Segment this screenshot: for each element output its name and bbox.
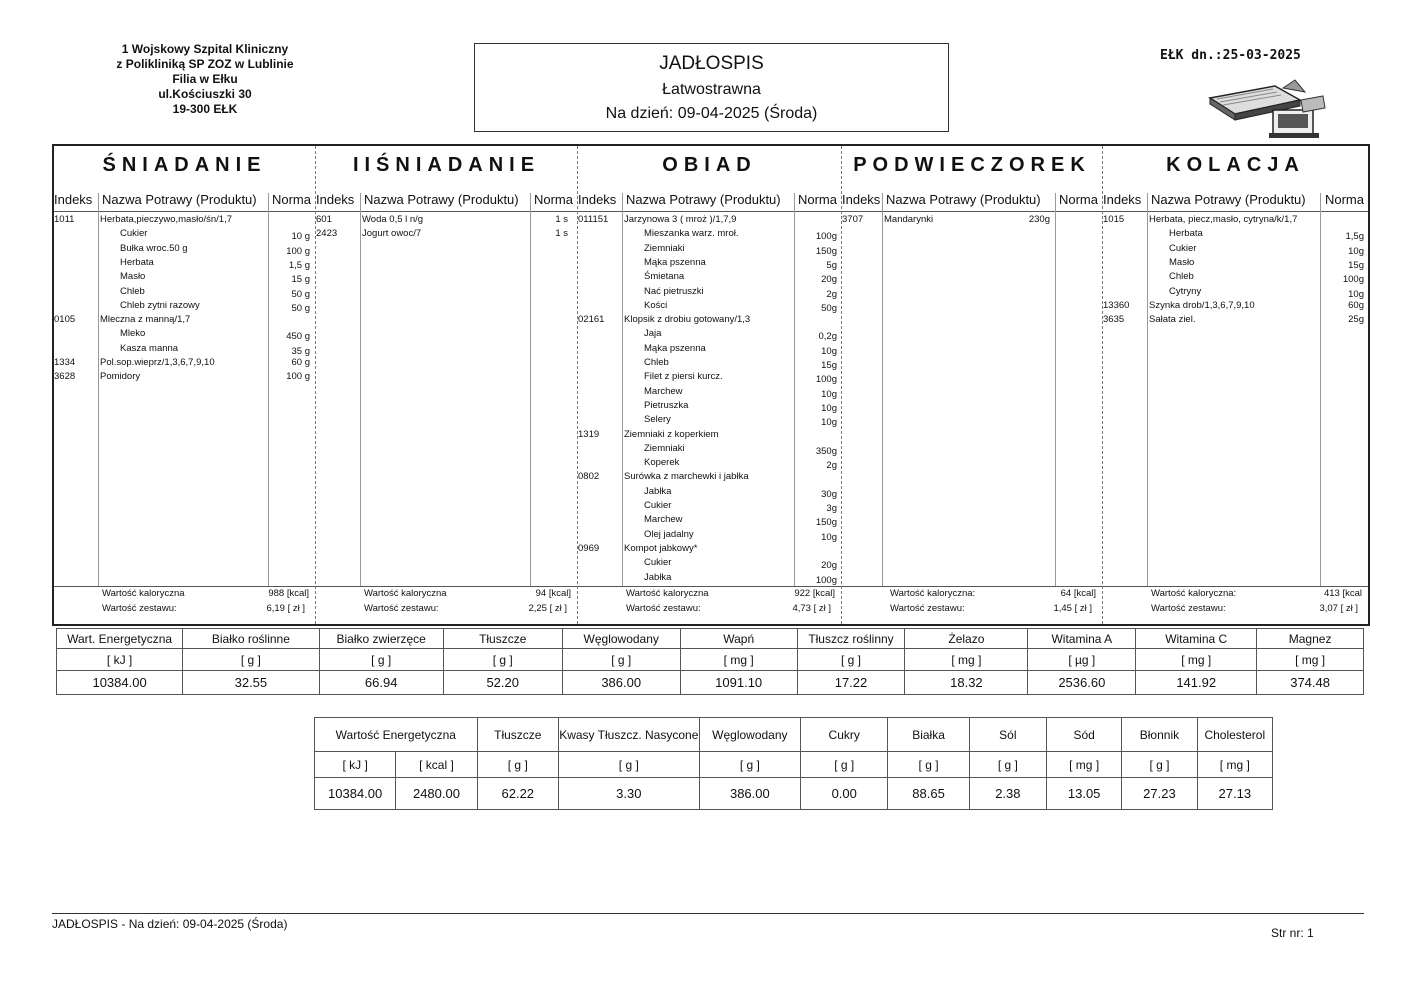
nutrient-value: 374.48 bbox=[1257, 671, 1364, 695]
row-dish-name: Kasza manna bbox=[120, 342, 179, 354]
nutrient-value: 52.20 bbox=[443, 671, 562, 695]
nutrient-value: 10384.00 bbox=[57, 671, 183, 695]
row-dish-name: Filet z piersi kurcz. bbox=[644, 371, 723, 383]
summary-header: Sól bbox=[969, 718, 1046, 752]
row-indeks: 13360 bbox=[1103, 299, 1130, 311]
row-norma: 35 g bbox=[291, 345, 310, 357]
row-dish-name: Ziemniaki bbox=[644, 442, 685, 454]
nutrient-value: 18.32 bbox=[905, 671, 1028, 695]
row-norma: 100g bbox=[815, 374, 837, 386]
row-dish-name: Mleczna z manną/1,7 bbox=[100, 314, 191, 326]
row-dish-name: Koperek bbox=[644, 457, 680, 469]
summary-value: 13.05 bbox=[1047, 778, 1122, 810]
footer-divider bbox=[52, 913, 1364, 914]
row-norma: 10g bbox=[821, 417, 837, 429]
row-indeks: 3628 bbox=[54, 371, 76, 383]
hospital-line: 19-300 EŁK bbox=[172, 102, 238, 116]
summary-unit: [ g ] bbox=[699, 752, 800, 778]
meal-title: PODWIECZOREK bbox=[853, 154, 1091, 176]
summary-value: 27.13 bbox=[1197, 778, 1272, 810]
row-dish-name: Klopsik z drobiu gotowany/1,3 bbox=[624, 314, 751, 326]
row-norma: 230g bbox=[1028, 214, 1050, 225]
meal-column-3 bbox=[842, 146, 1103, 624]
meal-column-2 bbox=[578, 146, 842, 624]
row-norma: 10g bbox=[821, 531, 837, 543]
summary-unit: [ g ] bbox=[969, 752, 1046, 778]
nutrient-unit: [ mg ] bbox=[905, 649, 1028, 671]
kcal-value: 413 [kcal bbox=[1323, 588, 1362, 599]
row-dish-name: Chleb bbox=[120, 285, 145, 297]
nutrient-unit: [ mg ] bbox=[1257, 649, 1364, 671]
row-norma: 100 g bbox=[286, 371, 310, 383]
col-header-nazwa: Nazwa Potrawy (Produktu) bbox=[626, 192, 781, 207]
row-norma: 10g bbox=[1348, 288, 1364, 300]
summary-value: 62.22 bbox=[477, 778, 558, 810]
column-divider bbox=[1320, 193, 1321, 586]
divider bbox=[578, 586, 841, 587]
nutrient-unit: [ g ] bbox=[183, 649, 319, 671]
kcal-label: Wartość kaloryczna: bbox=[890, 588, 976, 599]
row-dish-name: Sałata ziel. bbox=[1149, 314, 1196, 326]
nutrient-header: Tłuszcz roślinny bbox=[797, 629, 905, 649]
row-norma: 1,5g bbox=[1345, 231, 1364, 243]
row-dish-name: Masło bbox=[120, 271, 146, 283]
nutrient-value: 141.92 bbox=[1136, 671, 1257, 695]
cost-value: 2,25 [ zł ] bbox=[528, 603, 567, 614]
row-dish-name: Herbata,pieczywo,masło/śn/1,7 bbox=[100, 214, 233, 225]
row-dish-name: Pietruszka bbox=[644, 399, 689, 411]
row-norma: 100 g bbox=[286, 245, 310, 257]
row-norma: 15g bbox=[1348, 259, 1364, 271]
row-norma: 100g bbox=[815, 574, 837, 586]
column-divider bbox=[882, 193, 883, 586]
nutrient-value: 17.22 bbox=[797, 671, 905, 695]
nutrient-unit: [ g ] bbox=[443, 649, 562, 671]
row-norma: 150g bbox=[815, 517, 837, 529]
row-norma: 15g bbox=[821, 360, 837, 371]
menu-date: Na dzień: 09-04-2025 (Środa) bbox=[605, 105, 818, 122]
row-dish-name: Herbata bbox=[1169, 228, 1203, 240]
nutrition-summary-table bbox=[314, 717, 1273, 810]
summary-unit: [ g ] bbox=[558, 752, 699, 778]
summary-value: 88.65 bbox=[888, 778, 969, 810]
col-header-norma: Norma bbox=[797, 192, 837, 207]
row-norma: 5g bbox=[826, 259, 837, 271]
row-indeks: 02161 bbox=[578, 314, 605, 326]
computer-book-icon bbox=[1205, 78, 1335, 140]
row-indeks: 0802 bbox=[578, 471, 600, 483]
row-norma: 0,2g bbox=[818, 331, 837, 343]
summary-header: Cholesterol bbox=[1197, 718, 1272, 752]
row-norma: 350g bbox=[815, 445, 837, 457]
kcal-value: 64 [kcal] bbox=[1060, 588, 1096, 599]
divider bbox=[1103, 211, 1368, 212]
row-dish-name: Jabłka bbox=[644, 571, 672, 583]
divider bbox=[54, 586, 315, 587]
summary-header: Węglowodany bbox=[699, 718, 800, 752]
page-title: JADŁOSPIS bbox=[659, 53, 764, 74]
col-header-norma: Norma bbox=[1058, 192, 1098, 207]
col-header-indeks: Indeks bbox=[578, 192, 617, 207]
nutrient-unit: [ mg ] bbox=[680, 649, 797, 671]
row-dish-name: Chleb zytni razowy bbox=[120, 299, 200, 311]
meal-title: OBIAD bbox=[662, 154, 757, 176]
summary-unit: [ mg ] bbox=[1197, 752, 1272, 778]
row-dish-name: Cukier bbox=[644, 557, 672, 569]
row-norma: 20g bbox=[821, 560, 837, 572]
row-dish-name: Szynka drob/1,3,6,7,9,10 bbox=[1149, 299, 1255, 311]
row-norma: 10g bbox=[1348, 245, 1364, 257]
row-indeks: 3707 bbox=[842, 214, 864, 225]
row-indeks: 1015 bbox=[1103, 214, 1125, 225]
col-header-norma: Norma bbox=[271, 192, 311, 207]
nutrient-header: Wart. Energetyczna bbox=[57, 629, 183, 649]
row-dish-name: Chleb bbox=[644, 357, 669, 368]
row-dish-name: Pol.sop.wieprz/1,3,6,7,9,10 bbox=[100, 357, 215, 368]
summary-header: Sód bbox=[1047, 718, 1122, 752]
row-dish-name: Mandarynki bbox=[884, 214, 934, 225]
summary-header: Wartość Energetyczna bbox=[315, 718, 478, 752]
row-indeks: 0105 bbox=[54, 314, 76, 326]
col-header-indeks: Indeks bbox=[842, 192, 881, 207]
meal-title: IIŚNIADANIE bbox=[352, 154, 541, 176]
kcal-label: Wartość kaloryczna: bbox=[1151, 588, 1237, 599]
row-dish-name: Woda 0,5 l n/g bbox=[362, 214, 424, 225]
row-dish-name: Jabłka bbox=[644, 485, 672, 497]
diet-name: Łatwostrawna bbox=[662, 81, 761, 98]
row-dish-name: Cukier bbox=[644, 500, 672, 511]
col-header-nazwa: Nazwa Potrawy (Produktu) bbox=[102, 192, 257, 207]
cost-value: 3,07 [ zł ] bbox=[1319, 603, 1358, 614]
row-dish-name: Śmietana bbox=[644, 271, 685, 283]
row-dish-name: Ziemniaki z koperkiem bbox=[624, 428, 719, 440]
row-dish-name: Selery bbox=[644, 414, 671, 426]
row-norma: 1,5 g bbox=[288, 259, 310, 271]
row-dish-name: Marchew bbox=[644, 514, 683, 526]
row-dish-name: Cukier bbox=[1169, 242, 1197, 254]
col-header-indeks: Indeks bbox=[1103, 192, 1142, 207]
summary-unit: [ g ] bbox=[801, 752, 888, 778]
row-dish-name: Cytryny bbox=[1169, 285, 1202, 297]
nutrient-unit: [ mg ] bbox=[1136, 649, 1257, 671]
kcal-label: Wartość kaloryczna bbox=[102, 588, 185, 599]
divider bbox=[1103, 586, 1368, 587]
column-divider bbox=[622, 193, 623, 586]
row-norma: 50g bbox=[821, 302, 837, 314]
row-indeks: 1334 bbox=[54, 357, 76, 368]
summary-value: 27.23 bbox=[1122, 778, 1197, 810]
hospital-line: ul.Kościuszki 30 bbox=[158, 87, 252, 101]
nutrition-table bbox=[56, 628, 1364, 695]
kcal-value: 94 [kcal] bbox=[535, 588, 571, 599]
row-dish-name: Kompot jabkowy* bbox=[624, 542, 698, 554]
nutrient-header: Węglowodany bbox=[562, 629, 680, 649]
summary-value: 386.00 bbox=[699, 778, 800, 810]
row-dish-name: Surówka z marchewki i jabłka bbox=[624, 471, 749, 483]
meal-title: ŚNIADANIE bbox=[102, 154, 267, 176]
column-divider bbox=[98, 193, 99, 586]
row-indeks: 3635 bbox=[1103, 314, 1125, 326]
divider bbox=[842, 211, 1102, 212]
row-indeks: 1011 bbox=[54, 214, 75, 225]
summary-unit: [ kcal ] bbox=[396, 752, 477, 778]
hospital-line: z Polikliniką SP ZOZ w Lublinie bbox=[116, 57, 294, 71]
nutrient-unit: [ g ] bbox=[319, 649, 443, 671]
cost-label: Wartość zestawu: bbox=[1151, 603, 1226, 614]
row-dish-name: Chleb bbox=[1169, 271, 1194, 283]
meal-column-0 bbox=[54, 146, 316, 624]
row-dish-name: Herbata, piecz,masło, cytryna/k/1,7 bbox=[1149, 214, 1298, 225]
nutrient-header: Białko roślinne bbox=[183, 629, 319, 649]
nutrient-unit: [ kJ ] bbox=[57, 649, 183, 671]
row-norma: 50 g bbox=[291, 288, 310, 300]
nutrient-header: Magnez bbox=[1257, 629, 1364, 649]
row-dish-name: Marchew bbox=[644, 385, 683, 397]
row-indeks: 0969 bbox=[578, 542, 600, 554]
cost-label: Wartość zestawu: bbox=[890, 603, 965, 614]
nutrient-unit: [ g ] bbox=[797, 649, 905, 671]
row-dish-name: Jogurt owoc/7 bbox=[362, 228, 422, 240]
row-norma: 20g bbox=[821, 274, 837, 286]
row-norma: 3g bbox=[826, 503, 837, 514]
column-divider bbox=[530, 193, 531, 586]
row-dish-name: Pomidory bbox=[100, 371, 141, 383]
hospital-line: 1 Wojskowy Szpital Kliniczny bbox=[121, 42, 289, 56]
row-norma: 10 g bbox=[291, 231, 310, 243]
row-norma: 100g bbox=[1342, 274, 1364, 286]
row-dish-name: Jaja bbox=[644, 328, 662, 340]
nutrient-value: 66.94 bbox=[319, 671, 443, 695]
column-divider bbox=[268, 193, 269, 586]
summary-value: 3.30 bbox=[558, 778, 699, 810]
nutrient-value: 1091.10 bbox=[680, 671, 797, 695]
cost-value: 1,45 [ zł ] bbox=[1053, 603, 1092, 614]
row-norma: 60 g bbox=[291, 357, 310, 368]
row-dish-name: Kości bbox=[644, 299, 668, 311]
cost-label: Wartość zestawu: bbox=[626, 603, 701, 614]
summary-unit: [ mg ] bbox=[1047, 752, 1122, 778]
summary-value: 10384.00 bbox=[315, 778, 396, 810]
nutrient-header: Witamina C bbox=[1136, 629, 1257, 649]
col-header-nazwa: Nazwa Potrawy (Produktu) bbox=[886, 192, 1041, 207]
summary-unit: [ g ] bbox=[477, 752, 558, 778]
summary-value: 0.00 bbox=[801, 778, 888, 810]
footer-text: JADŁOSPIS - Na dzień: 09-04-2025 (Środa) bbox=[52, 917, 288, 931]
row-dish-name: Cukier bbox=[120, 228, 148, 240]
meal-title: KOLACJA bbox=[1166, 154, 1305, 176]
col-header-indeks: Indeks bbox=[54, 192, 93, 207]
row-dish-name: Jarzynowa 3 ( mroż )/1,7,9 bbox=[624, 214, 737, 225]
column-divider bbox=[794, 193, 795, 586]
row-norma: 30g bbox=[821, 488, 837, 500]
row-dish-name: Ziemniaki bbox=[644, 242, 685, 254]
row-norma: 450 g bbox=[286, 331, 310, 343]
column-divider bbox=[360, 193, 361, 586]
row-dish-name: Olej jadalny bbox=[644, 528, 694, 540]
summary-unit: [ g ] bbox=[888, 752, 969, 778]
cost-label: Wartość zestawu: bbox=[102, 603, 177, 614]
divider bbox=[316, 211, 577, 212]
column-divider bbox=[1055, 193, 1056, 586]
nutrient-unit: [ g ] bbox=[562, 649, 680, 671]
divider bbox=[54, 211, 315, 212]
row-norma: 50 g bbox=[291, 302, 310, 314]
row-norma: 10g bbox=[821, 402, 837, 414]
kcal-label: Wartość kaloryczna bbox=[626, 588, 709, 599]
row-norma: 10g bbox=[821, 388, 837, 400]
row-norma: 1 s bbox=[555, 228, 568, 240]
cost-value: 6,19 [ zł ] bbox=[266, 603, 305, 614]
summary-header: Tłuszcze bbox=[477, 718, 558, 752]
summary-header: Błonnik bbox=[1122, 718, 1197, 752]
row-norma: 2g bbox=[826, 288, 837, 300]
nutrient-header: Wapń bbox=[680, 629, 797, 649]
row-norma: 100g bbox=[815, 231, 837, 243]
row-dish-name: Mieszanka warz. mroł. bbox=[644, 228, 739, 240]
divider bbox=[316, 586, 577, 587]
row-norma: 2g bbox=[826, 460, 837, 472]
row-dish-name: Mąka pszenna bbox=[644, 342, 706, 354]
col-header-indeks: Indeks bbox=[316, 192, 355, 207]
col-header-norma: Norma bbox=[533, 192, 573, 207]
menu-table bbox=[52, 144, 1370, 626]
summary-unit: [ kJ ] bbox=[315, 752, 396, 778]
nutrient-header: Witamina A bbox=[1028, 629, 1136, 649]
hospital-address bbox=[80, 42, 330, 117]
cost-label: Wartość zestawu: bbox=[364, 603, 439, 614]
row-dish-name: Masło bbox=[1169, 256, 1195, 268]
summary-header: Białka bbox=[888, 718, 969, 752]
summary-header: Kwasy Tłuszcz. Nasycone bbox=[558, 718, 699, 752]
row-norma: 150g bbox=[815, 245, 837, 257]
row-norma: 1 s bbox=[555, 214, 568, 225]
row-norma: 10g bbox=[821, 345, 837, 357]
nutrient-header: Tłuszcze bbox=[443, 629, 562, 649]
row-indeks: 2423 bbox=[316, 228, 338, 240]
row-indeks: 601 bbox=[316, 214, 332, 225]
summary-unit: [ g ] bbox=[1122, 752, 1197, 778]
column-divider bbox=[1147, 193, 1148, 586]
nutrient-header: Białko zwierzęce bbox=[319, 629, 443, 649]
kcal-value: 922 [kcal] bbox=[794, 588, 835, 599]
row-norma: 25g bbox=[1348, 314, 1364, 326]
row-dish-name: Herbata bbox=[120, 256, 154, 268]
col-header-nazwa: Nazwa Potrawy (Produktu) bbox=[364, 192, 519, 207]
cost-value: 4,73 [ zł ] bbox=[792, 603, 831, 614]
row-norma: 15 g bbox=[291, 274, 310, 286]
nutrient-value: 2536.60 bbox=[1028, 671, 1136, 695]
kcal-label: Wartość kaloryczna bbox=[364, 588, 447, 599]
divider bbox=[578, 211, 841, 212]
divider bbox=[842, 586, 1102, 587]
nutrient-unit: [ µg ] bbox=[1028, 649, 1136, 671]
summary-value: 2.38 bbox=[969, 778, 1046, 810]
row-norma: 60g bbox=[1348, 299, 1364, 311]
col-header-norma: Norma bbox=[1324, 192, 1364, 207]
nutrient-value: 32.55 bbox=[183, 671, 319, 695]
nutrient-header: Żelazo bbox=[905, 629, 1028, 649]
hospital-line: Filia w Ełku bbox=[172, 72, 238, 86]
print-date: EŁK dn.:25-03-2025 bbox=[1160, 48, 1301, 63]
row-dish-name: Bułka wroc.50 g bbox=[120, 242, 188, 254]
summary-header: Cukry bbox=[801, 718, 888, 752]
row-indeks: 1319 bbox=[578, 428, 600, 440]
meal-column-1 bbox=[316, 146, 578, 624]
summary-value: 2480.00 bbox=[396, 778, 477, 810]
row-dish-name: Nać pietruszki bbox=[644, 285, 704, 297]
title-box bbox=[474, 43, 949, 132]
col-header-nazwa: Nazwa Potrawy (Produktu) bbox=[1151, 192, 1306, 207]
page-number: Str nr: 1 bbox=[1271, 926, 1314, 940]
row-indeks: 011151 bbox=[578, 214, 609, 225]
nutrient-value: 386.00 bbox=[562, 671, 680, 695]
kcal-value: 988 [kcal] bbox=[268, 588, 309, 599]
meal-column-4 bbox=[1103, 146, 1368, 624]
row-dish-name: Mąka pszenna bbox=[644, 256, 706, 268]
row-dish-name: Mleko bbox=[120, 328, 146, 340]
